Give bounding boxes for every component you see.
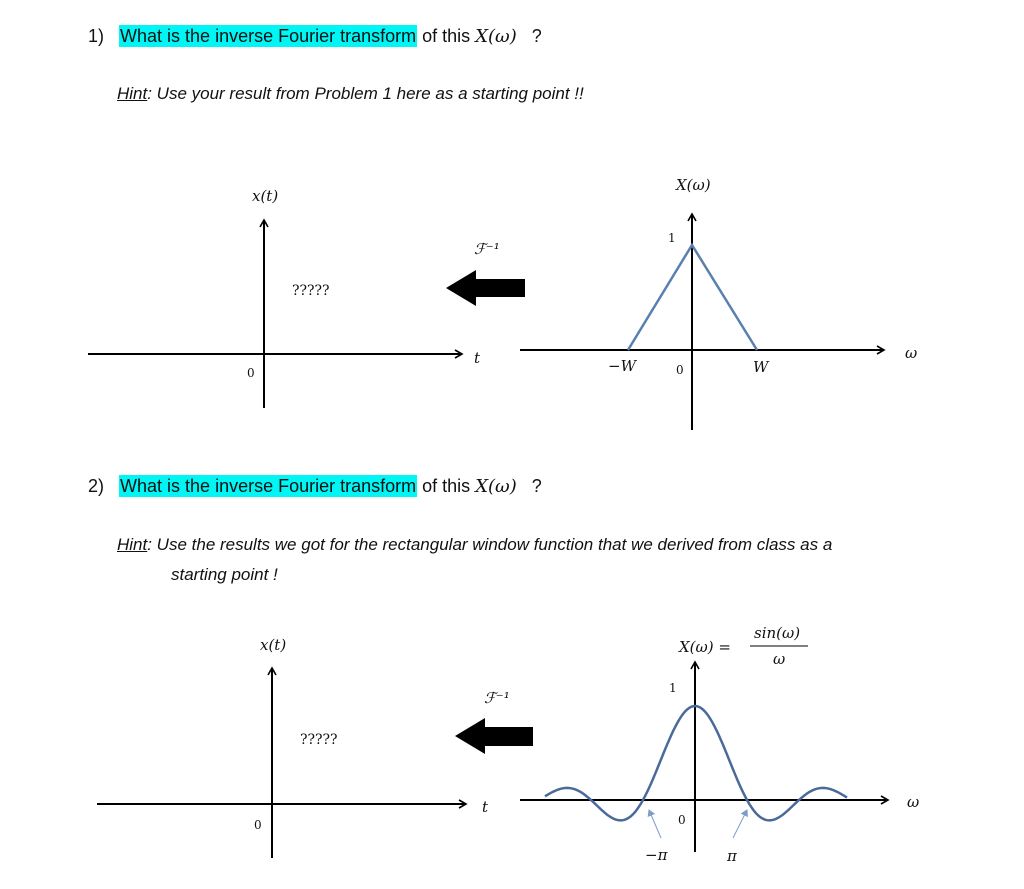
inverse-transform-arrow	[446, 270, 525, 306]
neg-pi-pointer	[649, 810, 661, 838]
omega-label: ω	[907, 793, 920, 811]
inverse-transform-arrow	[455, 718, 533, 754]
xt-label: x(t)	[260, 636, 287, 654]
question-text: of this	[422, 476, 471, 496]
xt-label: x(t)	[252, 187, 279, 205]
omega-label: ω	[905, 344, 918, 362]
peak-label: 1	[668, 231, 676, 245]
hint-text: : Use your result from Problem 1 here as a starting point !!	[147, 84, 584, 103]
unknown-signal: ?????	[300, 732, 338, 748]
highlighted-text: What is the inverse Fourier transform	[120, 26, 417, 46]
pos-w-label: W	[753, 358, 769, 376]
problem-number: 1)	[88, 26, 105, 46]
hint-label: Hint	[117, 84, 148, 103]
symbol: X(ω)	[475, 476, 517, 497]
t-label: t	[474, 349, 481, 367]
X-omega-label: X(ω) =	[679, 638, 731, 656]
unknown-signal: ?????	[292, 283, 330, 299]
inverse-fourier-operator: ℱ⁻¹	[474, 240, 500, 258]
origin-label: 0	[254, 818, 262, 832]
neg-pi-label: −π	[645, 846, 668, 864]
peak-label: 1	[669, 681, 677, 695]
neg-w-label: −W	[608, 357, 636, 375]
question-mark: ?	[531, 26, 542, 46]
pos-pi-label: π	[727, 847, 737, 865]
hint-text: : Use the results we got for the rectangular window function that we derived from class as a	[147, 535, 833, 554]
sinc-numerator: sin(ω)	[754, 624, 801, 642]
pos-pi-pointer	[733, 810, 747, 838]
problem-number: 2)	[88, 476, 105, 496]
t-label: t	[482, 798, 489, 816]
origin-label: 0	[247, 366, 255, 380]
highlighted-text: What is the inverse Fourier transform	[120, 476, 417, 496]
origin-label: 0	[676, 363, 684, 377]
sinc-denominator: ω	[773, 650, 786, 668]
origin-label: 0	[678, 813, 686, 827]
symbol: X(ω)	[475, 26, 517, 47]
problem-2-hint-continued: starting point !	[171, 565, 278, 584]
question-text: of this	[422, 26, 471, 46]
X-omega-label: X(ω)	[676, 176, 711, 194]
question-mark: ?	[531, 476, 542, 496]
hint-label: Hint	[117, 535, 148, 554]
inverse-fourier-operator: ℱ⁻¹	[484, 689, 510, 707]
